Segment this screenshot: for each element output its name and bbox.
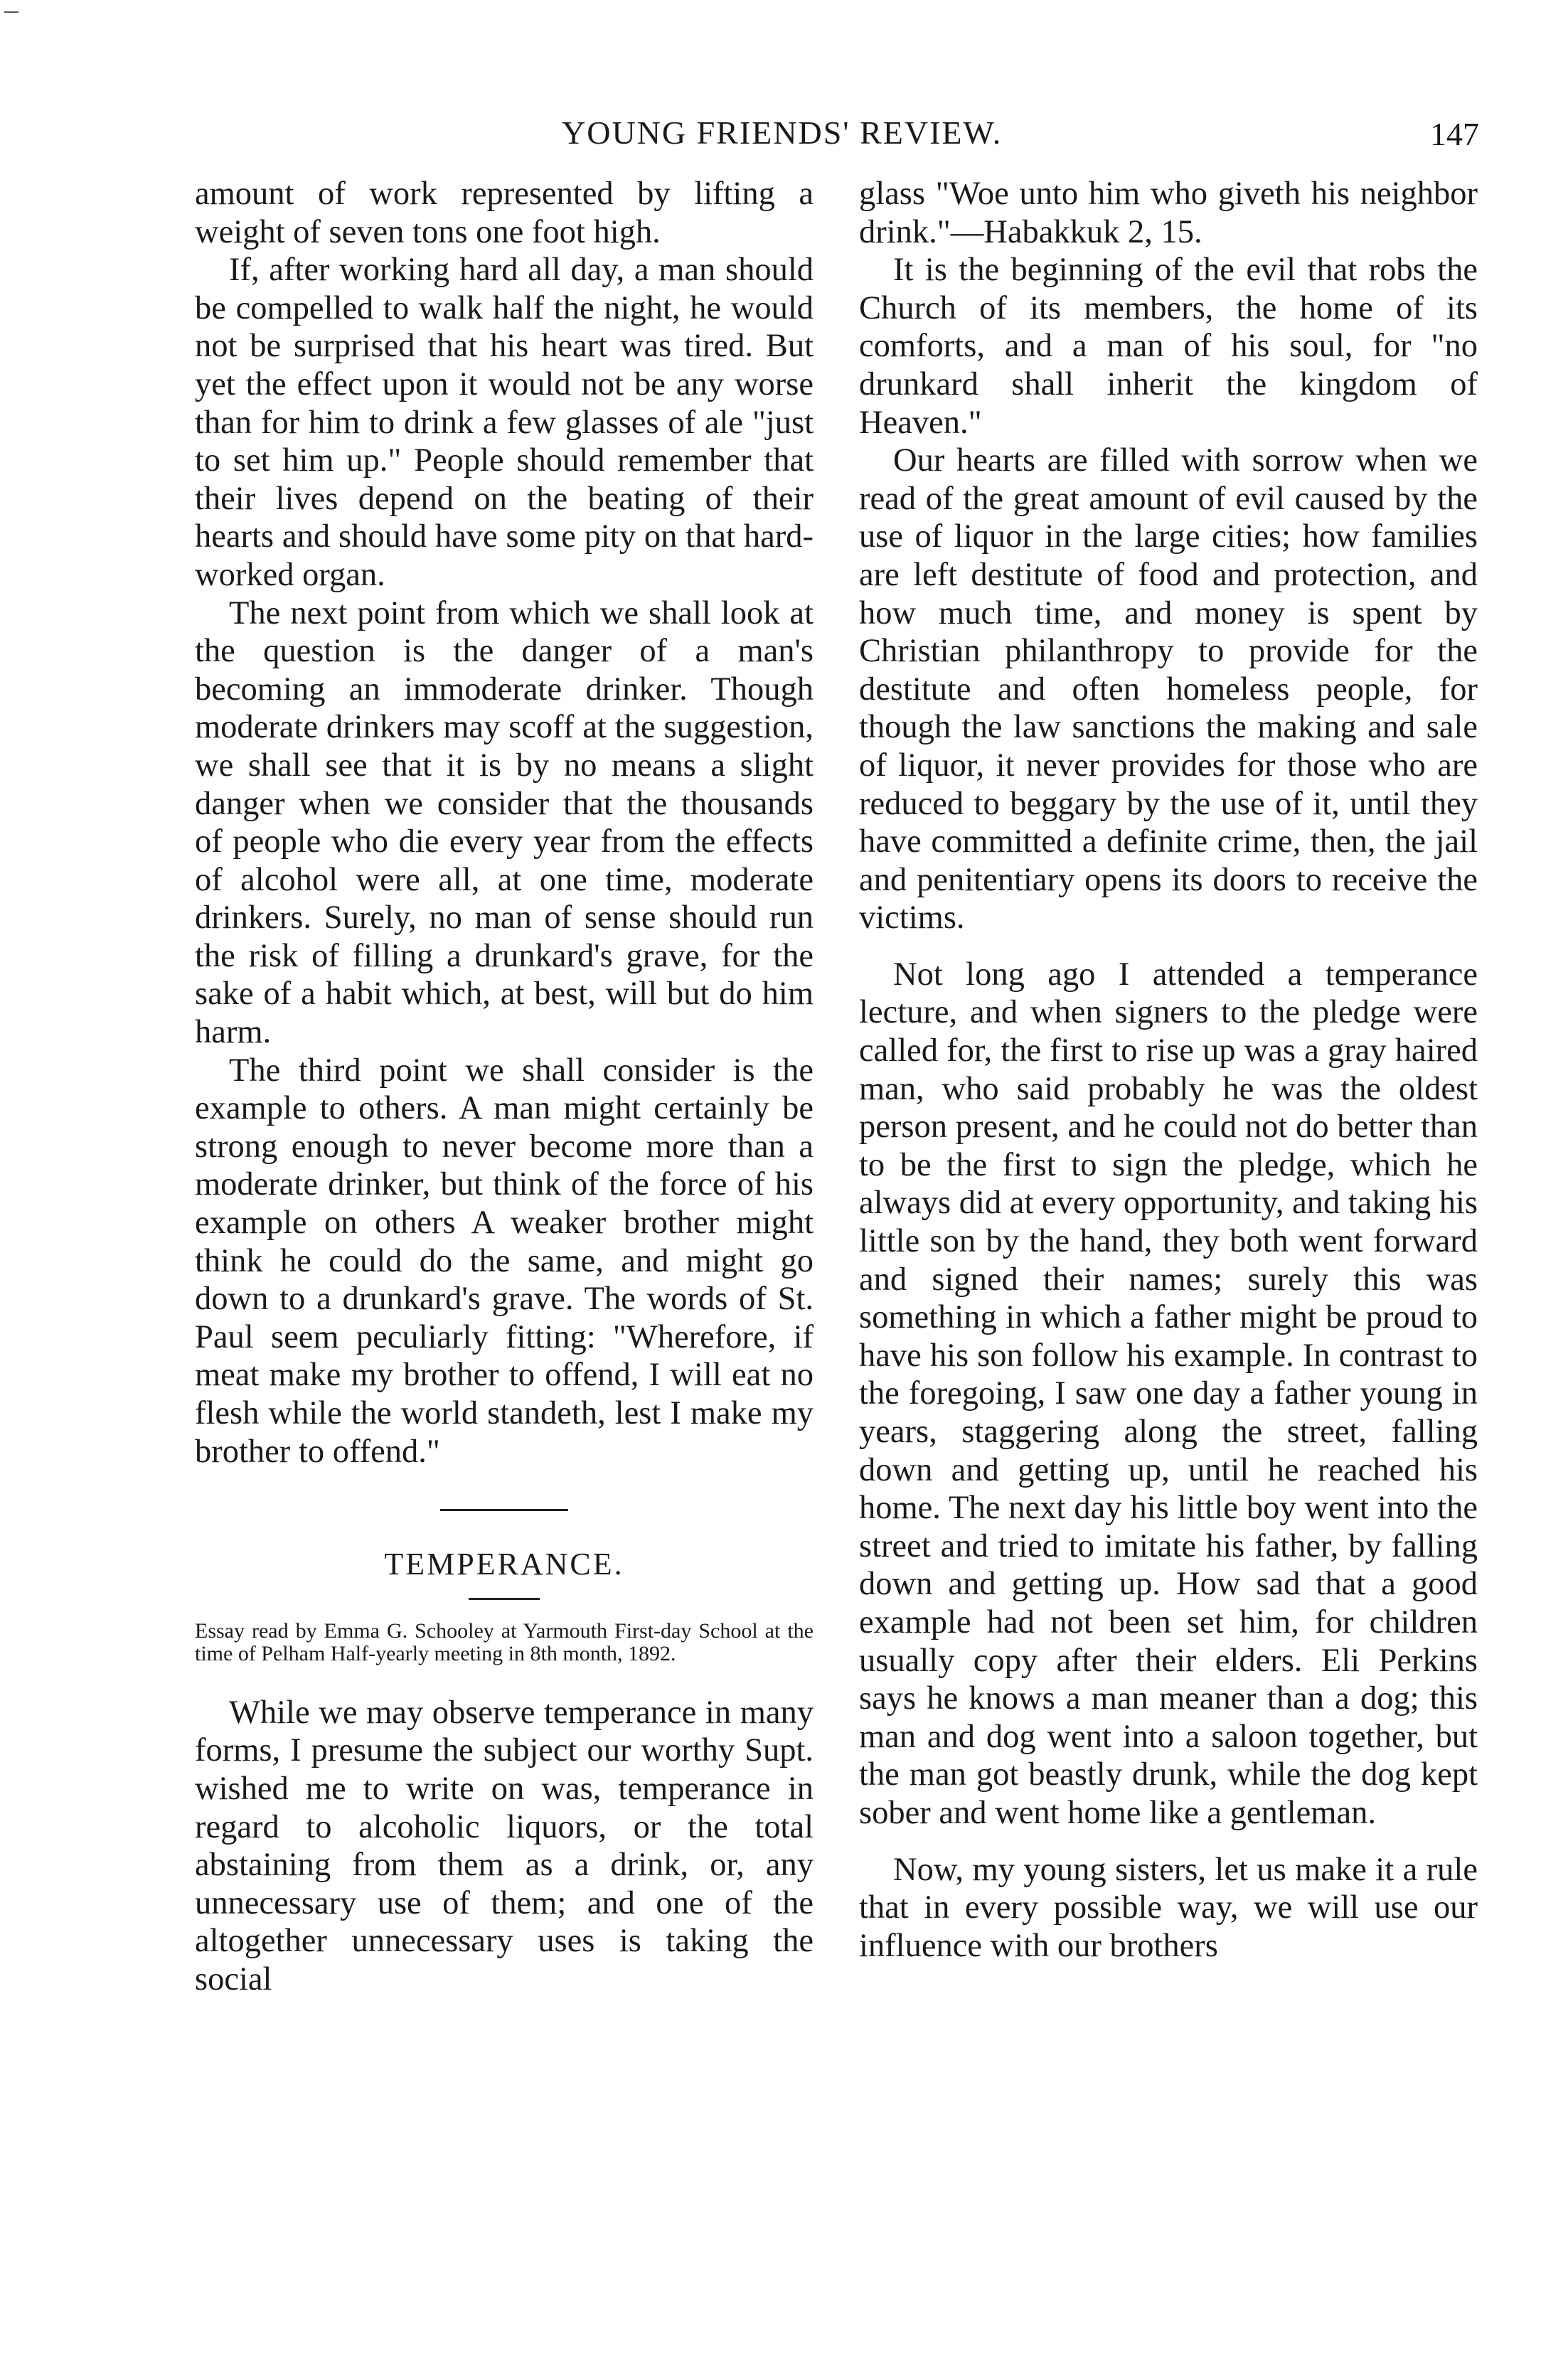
left-column [195,175,814,1999]
paragraph: The third point we shall consider is the example to others. A man might certainly be strong enough to never become more than a moderate drinker, but think of the force of his example on others A weaker brother might think he could do the same, and might go down to a drunkard's grave. The words of St. Paul seem peculiarly fitting: "Wherefore, if meat make my brother to offend, I will eat no flesh while the world standeth, lest I make my brother to offend." [195,1052,814,1470]
margin-mark [4,11,18,13]
right-column [859,175,1478,1965]
paragraph: The next point from which we shall look at the question is the danger of a man's becoming an immoderate drinker. Though moderate drinkers may scoff at the suggestion, we shall see that it is by no means a slight danger when we consider that the thousands of people who die every year from the effects of alcohol were all, at one time, moderate drinkers. Surely, no man of sense should run the risk of filling a drunkard's grave, for the sake of a habit which, at best, will but do him harm. [195,594,814,1051]
paragraph: Our hearts are filled with sorrow when we read of the great amount of evil caused by the use of liquor in the large cities; how families are left destitute of food and protection, and how much time, and money is spent by Christian philanthropy to provide for the destitute and often homeless people, for though the law sanctions the making and sale of liquor, it never provides for those who are reduced to beggary by the use of it, until they have committed a definite crime, then, the jail and penitentiary opens its doors to receive the victims. [859,442,1478,937]
title-underline [469,1598,540,1600]
paragraph: Now, my young sisters, let us make it a rule that in every possible way, we will use our influence with our brothers [859,1851,1478,1964]
paragraph: If, after working hard all day, a man should be compelled to walk half the night, he would not be surprised that his heart was tired. But yet the effect upon it would not be any worse than for him to drink a few glasses of ale "just to set him up." People should remember that their lives depend on the beating of their hearts and should have some pity on that hard-worked organ. [195,252,814,593]
paragraph: It is the beginning of the evil that robs the Church of its members, the home of its comforts, and a man of his soul, for "no drunkard shall inherit the kingdom of Heaven." [859,252,1478,441]
running-title: YOUNG FRIENDS' REVIEW. [562,114,1003,151]
paragraph: While we may observe temperance in many forms, I presume the subject our worthy Supt. wished me to write on was, temperance in regard to alcoholic liquors, or the total abstaining from them as a drink, or, any unnecessary use of them; and one of the altogether unnecessary uses is taking the social [195,1694,814,1997]
essay-title: TEMPERANCE. [384,1547,624,1582]
paragraph: glass "Woe unto him who giveth his neighbor drink."—Habakkuk 2, 15. [859,176,1478,250]
page-header [192,107,1479,164]
paragraph: Not long ago I attended a temperance lecture, and when signers to the pledge were called for, the first to rise up was a gray haired man, who said probably he was the oldest person present, and he could not do better than to be the first to sign the pledge, which he always did at every opportunity, and taking his little son by the hand, they both went forward and signed their names; surely this was something in which a father might be proud to have his son follow his example. In contrast to the foregoing, I saw one day a father young in years, staggering along the street, falling down and getting up, until he reached his home. The next day his little boy went into the street and tried to imitate his father, by falling down and getting up. How sad that a good example had not been set him, for children usually copy after their elders. Eli Perkins says he knows a man meaner than a dog; this man and dog went into a saloon together, but the man got beastly drunk, while the dog kept sober and went home like a gentleman. [859,956,1478,1831]
page-number: 147 [1430,116,1479,152]
paragraph: amount of work represented by lifting a weight of seven tons one foot high. [195,176,814,250]
essay-byline: Essay read by Emma G. Schooley at Yarmouth First-day School at the time of Pelham Half-yearly meeting in 8th month, 1892. [195,1618,814,1665]
section-divider [440,1509,568,1511]
